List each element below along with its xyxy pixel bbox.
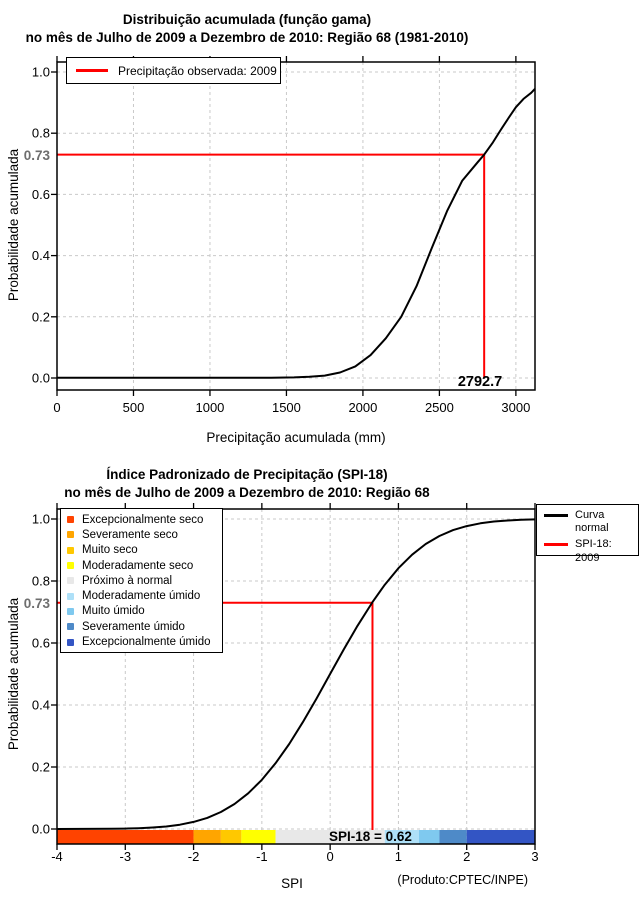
spi-category-item — [61, 588, 222, 603]
category-color-marker — [67, 577, 74, 584]
x-tick-label: 3 — [531, 849, 539, 864]
normal-curve-line-sample — [544, 514, 568, 517]
y-tick-label: 0.6 — [31, 186, 50, 202]
category-color-marker — [67, 562, 74, 569]
spi-category-item — [61, 527, 222, 542]
chart1-xaxis-title: Precipitação acumulada (mm) — [206, 430, 386, 445]
category-label: Excepcionalmente seco — [82, 513, 204, 526]
category-label: Severamente úmido — [82, 620, 185, 633]
spi18-legend-label: SPI-18: 2009 — [575, 538, 612, 564]
category-label: Excepcionalmente úmido — [82, 636, 211, 649]
category-label: Moderadamente seco — [82, 559, 194, 572]
y-tick-label: 0.0 — [31, 821, 50, 837]
y-tick-label: 0.2 — [31, 309, 50, 325]
gamma-cdf-plot — [32, 56, 535, 415]
x-tick-label: -2 — [187, 849, 200, 864]
category-color-marker — [67, 516, 74, 523]
x-tick-label: 3000 — [501, 400, 531, 415]
y-tick-label: 0.4 — [31, 697, 50, 713]
category-label: Muito úmido — [82, 605, 145, 618]
spi-category-item — [61, 543, 222, 558]
category-color-marker — [67, 639, 74, 646]
spi18-line-sample — [544, 543, 568, 546]
x-tick-label: 2 — [463, 849, 471, 864]
y-tick-label: 1.0 — [31, 64, 50, 80]
legend-item-curva-normal — [537, 509, 638, 535]
x-tick-label: 0 — [326, 849, 334, 864]
observed-precip-line-sample — [76, 69, 108, 72]
category-color-marker — [67, 593, 74, 600]
chart1-prob-annotation: 0.73 — [23, 148, 50, 163]
category-color-marker — [67, 547, 74, 554]
product-credit: (Produto:CPTEC/INPE) — [397, 873, 528, 887]
spi-colorbar-segment — [439, 830, 466, 844]
category-label: Moderadamente úmido — [82, 590, 201, 603]
chart1-legend — [66, 57, 281, 84]
spi-category-item — [61, 604, 222, 619]
spi-category-item — [61, 512, 222, 527]
normal-curve-label: Curva normal — [575, 509, 609, 535]
x-tick-label: 1000 — [195, 400, 225, 415]
category-label: Muito seco — [82, 544, 138, 557]
x-tick-label: -3 — [119, 849, 132, 864]
observed-precip-legend-label: Precipitação observada: 2009 — [118, 63, 277, 78]
spi-category-legend — [60, 508, 223, 653]
category-color-marker — [67, 531, 74, 538]
y-tick-label: 0.2 — [31, 759, 50, 775]
y-tick-label: 0.0 — [31, 370, 50, 386]
spi-category-item — [61, 558, 222, 573]
y-tick-label: 0.4 — [31, 248, 50, 264]
plot-border — [57, 62, 535, 390]
spi-category-item — [61, 634, 222, 649]
spi-colorbar-segment — [57, 830, 194, 844]
x-tick-label: -1 — [256, 849, 268, 864]
x-tick-label: 2000 — [348, 400, 378, 415]
chart2-spi-annotation: SPI-18 = 0.62 — [329, 829, 412, 844]
x-tick-label: 1500 — [271, 400, 301, 415]
category-color-marker — [67, 608, 74, 615]
chart2-prob-annotation: 0.73 — [23, 596, 50, 611]
chart2-curves-legend — [536, 504, 639, 564]
cdf-curve — [57, 89, 535, 378]
spi-category-item — [61, 573, 222, 588]
chart1-title-line1: Distribuição acumulada (função gama) — [122, 12, 372, 27]
category-color-marker — [67, 623, 74, 630]
x-tick-label: 500 — [122, 400, 145, 415]
y-tick-label: 0.6 — [31, 635, 50, 651]
chart1-value-annotation: 2792.7 — [457, 374, 503, 390]
x-tick-label: 2500 — [424, 400, 454, 415]
y-tick-label: 1.0 — [31, 511, 50, 527]
spi-colorbar-segment — [221, 830, 241, 844]
y-tick-label: 0.8 — [31, 573, 50, 589]
chart2-title-line1: Índice Padronizado de Precipitação (SPI-18) — [106, 467, 388, 482]
y-tick-label: 0.8 — [31, 125, 50, 141]
spi-category-item — [61, 619, 222, 634]
spi-colorbar-segment — [241, 830, 275, 844]
spi-colorbar-segment — [194, 830, 221, 844]
legend-item-spi18-2009 — [537, 538, 638, 564]
spi-colorbar-segment — [419, 830, 439, 844]
category-label: Próximo à normal — [82, 574, 173, 587]
chart2-title-line2: no mês de Julho de 2009 a Dezembro de 2010: Região 68 — [64, 485, 430, 500]
category-label: Severamente seco — [82, 528, 178, 541]
x-tick-label: 1 — [394, 849, 403, 864]
chart2-yaxis-title: Probabilidade acumulada — [6, 597, 21, 751]
chart1-title-line2: no mês de Julho de 2009 a Dezembro de 2010: Região 68 (1981-2010) — [25, 30, 469, 45]
chart2-xaxis-title: SPI — [281, 876, 303, 891]
spi-colorbar-segment — [467, 830, 535, 844]
chart1-yaxis-title: Probabilidade acumulada — [6, 148, 21, 302]
x-tick-label: -4 — [51, 849, 63, 864]
x-tick-label: 0 — [53, 400, 61, 415]
